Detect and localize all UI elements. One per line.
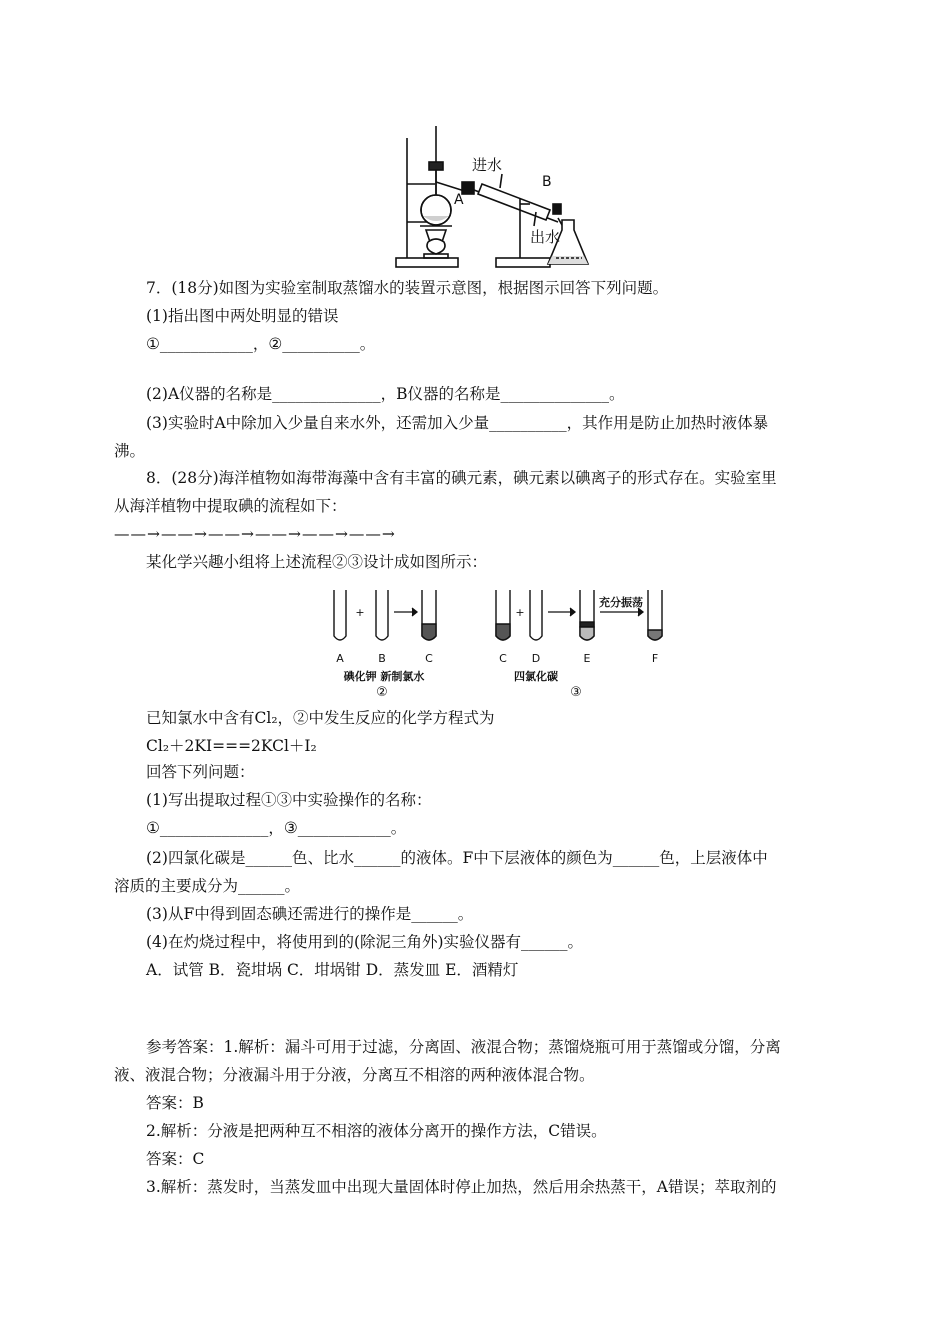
inlet-label: 进水 [472, 156, 503, 174]
q8-part2-line2: 溶质的主要成分为______。 [114, 877, 301, 895]
apparatus-a-label: A [454, 192, 464, 208]
group3-number: ③ [570, 685, 582, 700]
q8-flow-arrows: ——→——→——→——→——→——→ [114, 525, 396, 543]
q8-answer-prompt: 回答下列问题： [146, 763, 255, 781]
q8-design-text: 某化学兴趣小组将上述流程②③设计成如图所示： [146, 553, 488, 571]
shake-label: 充分振荡 [599, 596, 643, 609]
tube-e-label: E [583, 652, 591, 665]
group2-number: ② [376, 685, 388, 700]
group2-reagents: 碘化钾 新制氯水 [343, 670, 425, 683]
answer3: 3.解析：蒸发时，当蒸发皿中出现大量固体时停止加热，然后用余热蒸干，A错误；萃取剂的 [146, 1178, 777, 1196]
q8-known: 已知氯水中含有Cl₂，②中发生反应的化学方程式为 [146, 709, 495, 727]
q7-part1-blanks: ①____________，②__________。 [146, 335, 376, 353]
q8-stem-line1: 8．(28分)海洋植物如海带海藻中含有丰富的碘元素，碘元素以碘离子的形式存在。实验室里 [146, 469, 777, 487]
tube-d-label: D [531, 652, 541, 665]
svg-text:+: + [355, 606, 365, 619]
distillation-apparatus-figure [390, 124, 590, 270]
test-tube-figure [318, 586, 678, 706]
outlet-label: 出水 [530, 228, 561, 246]
group3-reagent: 四氯化碳 [514, 670, 558, 683]
q8-options: A．试管 B．瓷坩埚 C．坩埚钳 D．蒸发皿 E．酒精灯 [146, 961, 519, 979]
apparatus-b-label: B [542, 174, 552, 190]
q7-stem: 7．(18分)如图为实验室制取蒸馏水的装置示意图，根据图示回答下列问题。 [146, 279, 669, 297]
answer2-key: 答案：C [146, 1150, 205, 1168]
answer1-key: 答案：B [146, 1094, 204, 1112]
answer1-line2: 液、液混合物；分液漏斗用于分液，分离互不相溶的两种液体混合物。 [114, 1066, 595, 1084]
tube-c2-label: C [499, 652, 507, 665]
q7-part1: (1)指出图中两处明显的错误 [146, 307, 339, 325]
q8-equation: Cl₂＋2KI===2KCl＋I₂ [146, 737, 317, 755]
q7-part3-line1: (3)实验时A中除加入少量自来水外，还需加入少量__________，其作用是防止加热时液体暴 [146, 414, 769, 432]
svg-text:+: + [515, 606, 525, 619]
q8-stem-line2: 从海洋植物中提取碘的流程如下： [114, 497, 347, 515]
answer1-line1: 参考答案：1.解析：漏斗可用于过滤，分离固、液混合物；蒸馏烧瓶可用于蒸馏或分馏，分离 [146, 1038, 781, 1056]
q8-part4: (4)在灼烧过程中，将使用到的(除泥三角外)实验仪器有______。 [146, 933, 584, 951]
tube-f-label: F [651, 652, 659, 665]
q8-part2-line1: (2)四氯化碳是______色、比水______的液体。F中下层液体的颜色为______色，上层液体中 [146, 849, 768, 867]
q8-part1: (1)写出提取过程①③中实验操作的名称： [146, 791, 432, 809]
q8-part1-blanks: ①______________，③____________。 [146, 819, 407, 837]
answer2: 2.解析：分液是把两种互不相溶的液体分离开的操作方法，C错误。 [146, 1122, 607, 1140]
q7-part3-line2: 沸。 [114, 442, 146, 460]
tube-a-label: A [336, 652, 344, 665]
q7-part2: (2)A仪器的名称是______________，B仪器的名称是______________。 [146, 385, 625, 403]
tube-c-label: C [425, 652, 433, 665]
tube-b-label: B [378, 652, 386, 665]
q8-part3: (3)从F中得到固态碘还需进行的操作是______。 [146, 905, 474, 923]
